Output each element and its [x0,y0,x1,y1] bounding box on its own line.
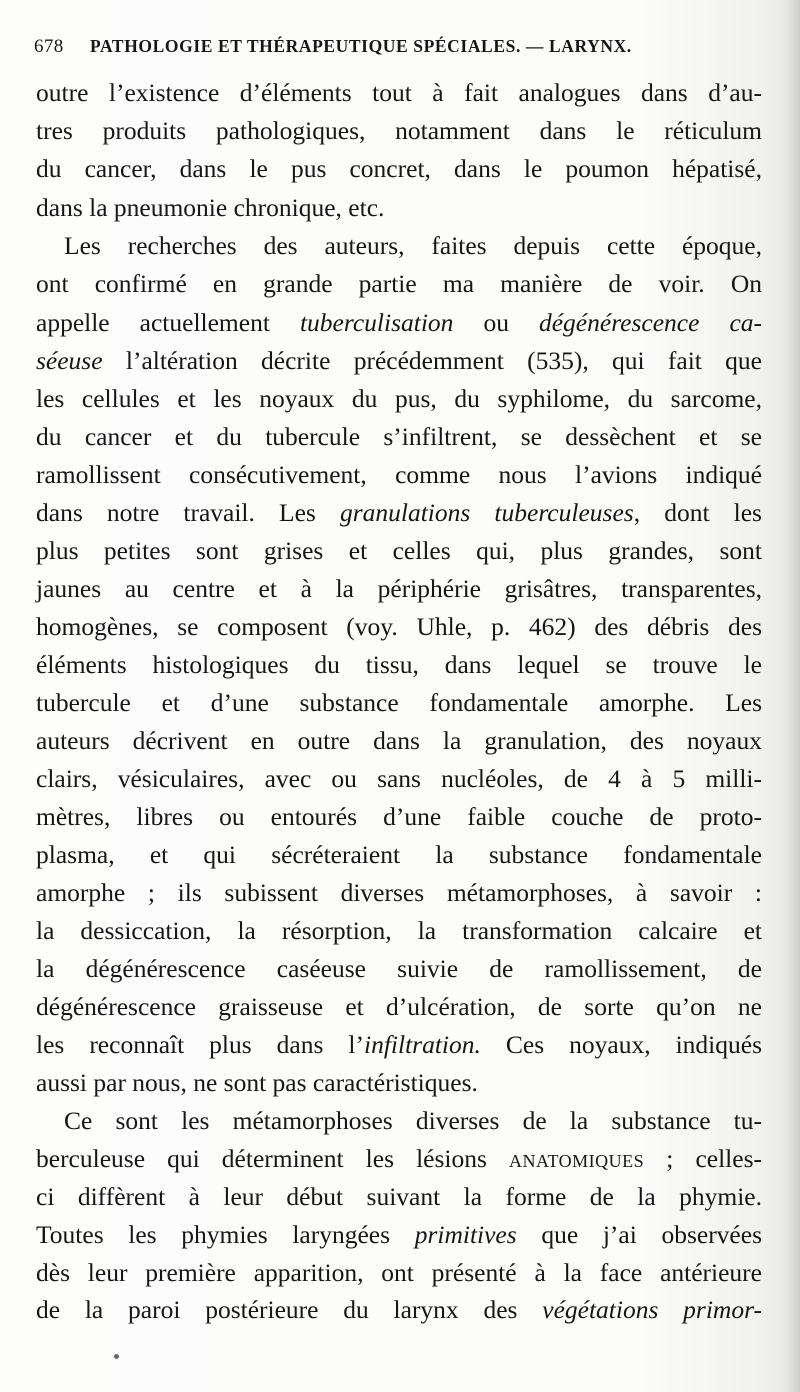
text-run: les reconnaît plus dans l’ [36,1030,364,1059]
text-line [36,684,762,722]
text-run: mètres, libres ou entourés d’une faible couche de proto- [36,802,762,831]
italic-text: granulations tuberculeuses [339,498,634,527]
text-line [36,760,762,798]
text-run: dégénérescence graisseuse et d’ulcération, de sorte qu’on ne [36,992,762,1021]
text-line [36,1140,762,1178]
text-line [36,1216,762,1254]
page-number: 678 [34,36,64,57]
text-line [36,912,762,950]
text-run: appelle actuellement [36,308,300,337]
text-run: ci diffèrent à leur début suivant la forme de la phymie. [36,1182,762,1211]
text-line [36,1254,762,1292]
text-line [36,456,762,494]
text-run: du cancer, dans le pus concret, dans le poumon hépatisé, [36,154,762,183]
text-line [36,798,762,836]
text-run: la dégénérescence caséeuse suivie de ramollissement, de [36,954,762,983]
text-run: homogènes, se composent (voy. Uhle, p. 462) des débris des [36,612,762,641]
text-line [36,189,762,227]
text-run: ont confirmé en grande partie ma manière de voir. On [36,269,762,298]
italic-text: dégénérescence ca- [538,308,763,337]
page-edge-shadow [786,0,800,1392]
text-line [36,380,762,418]
text-run: ramollissent consécutivement, comme nous l’avions indiqué [36,460,762,489]
text-run: auteurs décrivent en outre dans la granulation, des noyaux [36,726,762,755]
text-line [36,1064,762,1102]
text-line [36,722,762,760]
small-caps-text: anatomiques [509,1144,645,1173]
text-line [36,874,762,912]
text-run: l’altération décrite précédemment (535), qui fait que [102,346,762,375]
text-run: outre l’existence d’éléments tout à fait analogues dans d’au- [36,78,762,107]
text-run: éléments histologiques du tissu, dans lequel se trouve le [36,650,762,679]
speck [114,1354,119,1359]
italic-text: végétations primor- [542,1295,762,1324]
text-run: dans la pneumonie chronique, etc. [36,193,385,222]
text-run: tres produits pathologiques, notamment dans le réticulum [36,116,762,145]
text-run: clairs, vésiculaires, avec ou sans nucléoles, de 4 à 5 milli- [36,764,762,793]
text-line [36,265,762,303]
text-line [64,227,762,265]
text-line [36,1026,762,1064]
text-run: Les recherches des auteurs, faites depuis cette époque, [64,231,762,260]
text-run: de la paroi postérieure du larynx des [36,1295,543,1324]
running-header [34,32,694,62]
text-run: jaunes au centre et à la périphérie grisâtres, transparentes, [36,574,762,603]
text-run: ; celles- [644,1144,762,1173]
text-line [36,570,762,608]
text-run: plus petites sont grises et celles qui, plus grandes, sont [36,536,762,565]
text-line [36,950,762,988]
text-line [36,304,762,342]
text-run: dès leur première apparition, ont présenté à la face antérieure [36,1258,762,1287]
text-line [36,494,762,532]
text-run: plasma, et qui sécréteraient la substance fondamentale [36,840,762,869]
text-line [36,74,762,112]
italic-text: tuberculisation [299,308,454,337]
text-line [36,112,762,150]
text-run: amorphe ; ils subissent diverses métamorphoses, à savoir : [36,878,762,907]
text-run: ou [453,308,539,337]
text-run: dans notre travail. Les [36,498,340,527]
text-line [36,608,762,646]
text-run: que j’ai observées [516,1220,762,1249]
text-run: les cellules et les noyaux du pus, du syphilome, du sarcome, [36,384,762,413]
italic-text: infiltration. [364,1030,481,1059]
text-run: aussi par nous, ne sont pas caractéristiques. [36,1068,478,1097]
text-line [36,342,762,380]
text-line [64,1102,762,1140]
text-run: , dont les [633,498,762,527]
text-run: tubercule et d’une substance fondamentale amorphe. Les [36,688,762,717]
text-run: du cancer et du tubercule s’infiltrent, se dessèchent et se [36,422,762,451]
text-run: Ce sont les métamorphoses diverses de la substance tu- [64,1106,762,1135]
text-line [36,836,762,874]
text-run: Ces noyaux, indiqués [480,1030,762,1059]
text-line [36,1291,762,1329]
italic-text: séeuse [36,346,103,375]
text-line [36,532,762,570]
text-line [36,418,762,456]
italic-text: primitives [414,1220,517,1249]
text-line [36,646,762,684]
text-line [36,1178,762,1216]
text-line [36,150,762,188]
text-run: la dessiccation, la résorption, la transformation calcaire et [36,916,762,945]
text-line [36,988,762,1026]
text-run: berculeuse qui déterminent les lésions [36,1144,509,1173]
running-title: PATHOLOGIE ET THÉRAPEUTIQUE SPÉCIALES. — LARYNX. [90,36,632,56]
text-run: Toutes les phymies laryngées [36,1220,415,1249]
